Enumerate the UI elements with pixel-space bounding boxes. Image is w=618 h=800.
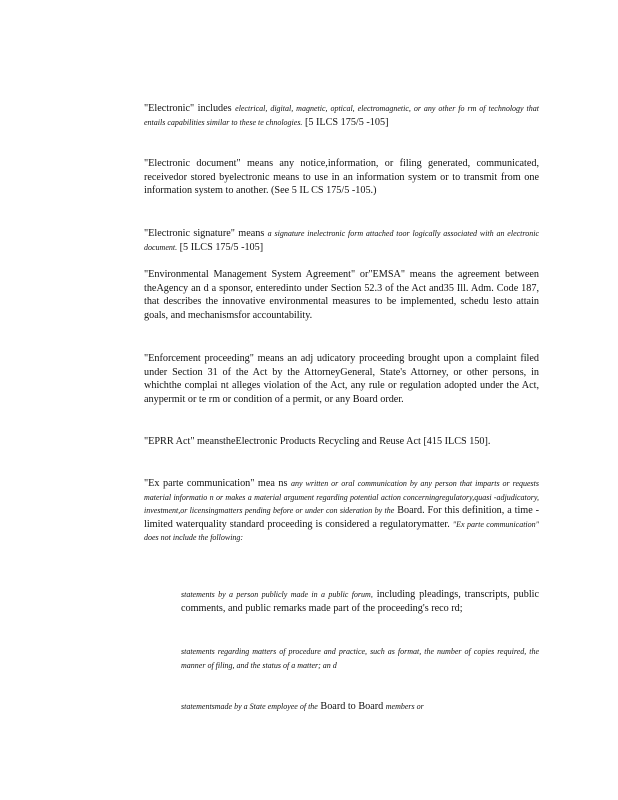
definition-text: "Environmental Management System Agreement" or"EMSA" means the agreement between theAgency an d a sponsor, enteredinto under Section 52.3 of the Act and35 Ill. Adm. Code 187, that describes the innovative environmental measures to be implemented, schedu lesto attain goals, and mechanismsfor accountability. bbox=[144, 269, 539, 321]
definition-eprr-act bbox=[144, 435, 539, 449]
definition-text: "Enforcement proceeding" means an adj udicatory proceeding brought upon a complaint filed under Section 31 of the Act by the AttorneyGeneral, State's Attorney, or other persons, in whichthe complai nt alleges violation of the Act, any rule or regulation adopted under the Act, anypermit or te rm or condition of a permit, or any Board order. bbox=[144, 353, 539, 405]
definition-text: "Electronic document" means any notice,information, or filing generated, communicated, receivedor stored byelectronic means to use in an information system or to transmit from one information system to another. (See 5 IL CS 175/5 -105.) bbox=[144, 158, 539, 197]
definition-term: "Ex parte communication" mea ns bbox=[144, 478, 288, 489]
exclusion-item-state-employee bbox=[181, 700, 539, 714]
definition-term: "Electronic signature" means bbox=[144, 228, 265, 239]
exclusion-lead: statements by a person publicly made in a public forum, bbox=[181, 590, 373, 599]
exclusion-item-public-forum bbox=[181, 588, 539, 615]
definition-body: a signature inelectronic form attached toor logically associated with an electronic document. bbox=[144, 229, 539, 252]
exclusion-body: including pleadings, transcripts, public comments, and public remarks made part of the proceeding's reco rd; bbox=[181, 589, 540, 614]
exclusion-lead: statements regarding matters of procedure and practice, such as format, the number of copies required, the manner of filing, and the status of a matter; an d bbox=[181, 647, 539, 670]
definition-exclusion-intro: "Ex parte communication" does not include the following: bbox=[144, 519, 539, 543]
definition-text: "EPRR Act" meanstheElectronic Products Recycling and Reuse Act [415 ILCS 150]. bbox=[144, 436, 491, 447]
definition-term: "Electronic" includes bbox=[144, 103, 232, 114]
exclusion-item-procedure bbox=[181, 645, 539, 672]
exclusion-tail: members or bbox=[385, 702, 424, 711]
definition-electronic-document bbox=[144, 157, 539, 198]
definition-enforcement-proceeding bbox=[144, 352, 539, 406]
definition-body: electrical, digital, magnetic, optical, electromagnetic, or any other fo rm of technology that entails capabilities similar to these te chnologies. bbox=[144, 104, 539, 127]
definition-ex-parte-communication bbox=[144, 477, 539, 545]
definition-continuation: Board. For this definition, a time -limited waterquality standard proceeding is considered a regulatorymatter. bbox=[144, 505, 540, 530]
definition-electronic bbox=[144, 102, 539, 129]
exclusion-body: Board to Board bbox=[320, 701, 384, 712]
definition-body: any written or oral communication by any person that imparts or requests material informatio n or makes a material argument regarding potential action concerningregulatory,quasi -adjudicatory, investment,or licensingmatters pending before or under con sideration by the bbox=[144, 479, 539, 516]
exclusion-lead: statementsmade by a State employee of the bbox=[181, 702, 318, 711]
statute-citation: [5 ILCS 175/5 -105] bbox=[179, 241, 264, 253]
definition-emsa bbox=[144, 268, 539, 322]
statute-citation: [5 ILCS 175/5 -105] bbox=[304, 116, 389, 128]
definition-electronic-signature bbox=[144, 227, 539, 254]
